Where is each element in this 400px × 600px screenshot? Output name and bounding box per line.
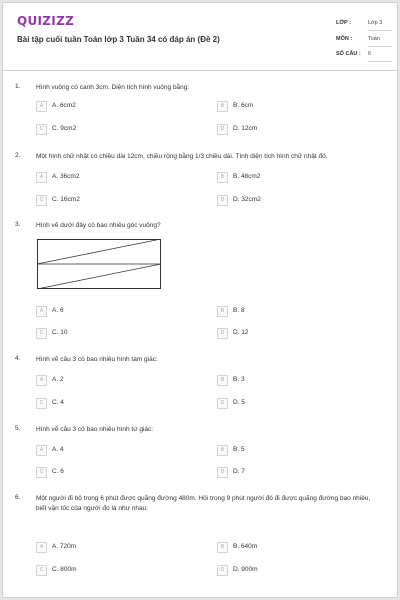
option-letter-box: C bbox=[36, 565, 47, 576]
option-b[interactable] bbox=[217, 101, 367, 115]
option-letter-box: A bbox=[36, 172, 47, 183]
option-b[interactable] bbox=[217, 306, 367, 320]
option-a[interactable] bbox=[36, 172, 186, 186]
option-letter-box: D bbox=[217, 124, 228, 135]
option-letter-box: D bbox=[217, 467, 228, 478]
meta-count-label: SỐ CÂU : bbox=[336, 51, 361, 57]
option-c[interactable] bbox=[36, 565, 186, 579]
rectangle-figure bbox=[37, 239, 161, 289]
meta-grade bbox=[336, 17, 392, 33]
option-letter-box: B bbox=[217, 445, 228, 456]
option-d[interactable] bbox=[217, 124, 367, 138]
option-text: C. 800m bbox=[52, 566, 77, 573]
question-number: 1. bbox=[15, 83, 21, 90]
quizizz-logo: QUIZIZZ bbox=[17, 14, 75, 28]
option-text: D. 12 bbox=[233, 329, 249, 336]
option-text: C. 6 bbox=[52, 468, 64, 475]
meta-underline bbox=[368, 46, 392, 47]
option-b[interactable] bbox=[217, 172, 367, 186]
option-text: B. 8 bbox=[233, 307, 245, 314]
option-a[interactable] bbox=[36, 445, 186, 459]
option-d[interactable] bbox=[217, 467, 367, 481]
option-d[interactable] bbox=[217, 195, 367, 209]
option-letter-box: A bbox=[36, 101, 47, 112]
option-text: D. 32cm2 bbox=[233, 196, 261, 203]
option-letter-box: B bbox=[217, 172, 228, 183]
worksheet-page bbox=[2, 2, 398, 598]
option-d[interactable] bbox=[217, 565, 367, 579]
option-text: D. 5 bbox=[233, 399, 245, 406]
option-text: B. 5 bbox=[233, 446, 245, 453]
meta-grade-value: Lớp 3 bbox=[368, 20, 383, 26]
meta-underline bbox=[368, 30, 392, 31]
meta-underline bbox=[368, 61, 392, 62]
option-c[interactable] bbox=[36, 195, 186, 209]
option-letter-box: C bbox=[36, 195, 47, 206]
option-text: D. 7 bbox=[233, 468, 245, 475]
question-number: 6. bbox=[15, 494, 21, 501]
question-text: Hình vẽ câu 3 có bao nhiêu hình tứ giác: bbox=[36, 426, 154, 433]
option-letter-box: B bbox=[217, 306, 228, 317]
meta-subject-value: Toán bbox=[368, 36, 380, 42]
option-letter-box: D bbox=[217, 195, 228, 206]
option-a[interactable] bbox=[36, 375, 186, 389]
option-a[interactable] bbox=[36, 101, 186, 115]
option-text: A. 2 bbox=[52, 376, 64, 383]
question-text: Hình vẽ dưới đây có bao nhiêu góc vuông? bbox=[36, 222, 161, 229]
meta-grade-label: LỚP : bbox=[336, 20, 351, 26]
option-letter-box: B bbox=[217, 101, 228, 112]
question-text: Hình vuông có cạnh 3cm. Diện tích hình vuông bằng: bbox=[36, 84, 190, 91]
option-text: A. 720m bbox=[52, 543, 77, 550]
option-text: D. 12cm bbox=[233, 125, 258, 132]
option-text: B. 48cm2 bbox=[233, 173, 261, 180]
question-number: 5. bbox=[15, 425, 21, 432]
option-b[interactable] bbox=[217, 375, 367, 389]
option-d[interactable] bbox=[217, 398, 367, 412]
option-text: C. 4 bbox=[52, 399, 64, 406]
option-text: C. 10 bbox=[52, 329, 68, 336]
option-text: B. 3 bbox=[233, 376, 245, 383]
option-letter-box: C bbox=[36, 124, 47, 135]
question-number: 2. bbox=[15, 152, 21, 159]
question-number: 3. bbox=[15, 221, 21, 228]
option-text: C. 9cm2 bbox=[52, 125, 77, 132]
option-letter-box: D bbox=[217, 565, 228, 576]
option-letter-box: C bbox=[36, 467, 47, 478]
meta-count bbox=[336, 48, 392, 64]
question-number: 4. bbox=[15, 355, 21, 362]
option-letter-box: A bbox=[36, 306, 47, 317]
option-text: A. 6 bbox=[52, 307, 64, 314]
option-text: B. 6cm bbox=[233, 102, 254, 109]
question-text: Một người đi bộ trong 6 phút được quãng đường 480m. Hỏi trong 9 phút người đó đi được quãng đường bao nhiêu, biết vận tốc của người đó là như nhau: bbox=[36, 495, 371, 512]
meta-count-value: 6 bbox=[368, 51, 372, 57]
worksheet-title: Bài tập cuối tuần Toán lớp 3 Tuần 34 có đáp án (Đề 2) bbox=[17, 35, 220, 44]
option-c[interactable] bbox=[36, 328, 186, 342]
option-c[interactable] bbox=[36, 467, 186, 481]
option-text: D. 900m bbox=[233, 566, 258, 573]
option-b[interactable] bbox=[217, 445, 367, 459]
option-text: A. 36cm2 bbox=[52, 173, 80, 180]
option-letter-box: C bbox=[36, 328, 47, 339]
option-letter-box: D bbox=[217, 328, 228, 339]
option-text: A. 6cm2 bbox=[52, 102, 76, 109]
option-c[interactable] bbox=[36, 398, 186, 412]
meta-subject bbox=[336, 33, 392, 49]
option-text: C. 16cm2 bbox=[52, 196, 80, 203]
option-letter-box: A bbox=[36, 542, 47, 553]
option-letter-box: D bbox=[217, 398, 228, 409]
option-text: A. 4 bbox=[52, 446, 64, 453]
option-b[interactable] bbox=[217, 542, 367, 556]
meta-subject-label: MÔN : bbox=[336, 36, 353, 42]
option-letter-box: C bbox=[36, 398, 47, 409]
option-text: B. 640m bbox=[233, 543, 258, 550]
option-letter-box: A bbox=[36, 445, 47, 456]
question-text: Hình vẽ câu 3 có bao nhiêu hình tam giác: bbox=[36, 356, 158, 363]
option-letter-box: A bbox=[36, 375, 47, 386]
figure-diagonal-bottom bbox=[37, 264, 161, 289]
option-letter-box: B bbox=[217, 375, 228, 386]
question-text: Một hình chữ nhật có chiều dài 12cm, chiều rộng bằng 1/3 chiều dài. Tính diện tích hình chữ nhật đó. bbox=[36, 153, 328, 160]
option-a[interactable] bbox=[36, 542, 186, 556]
option-letter-box: B bbox=[217, 542, 228, 553]
option-a[interactable] bbox=[36, 306, 186, 320]
option-d[interactable] bbox=[217, 328, 367, 342]
figure-diagonal-top bbox=[37, 239, 161, 264]
worksheet-header bbox=[3, 3, 398, 71]
option-c[interactable] bbox=[36, 124, 186, 138]
